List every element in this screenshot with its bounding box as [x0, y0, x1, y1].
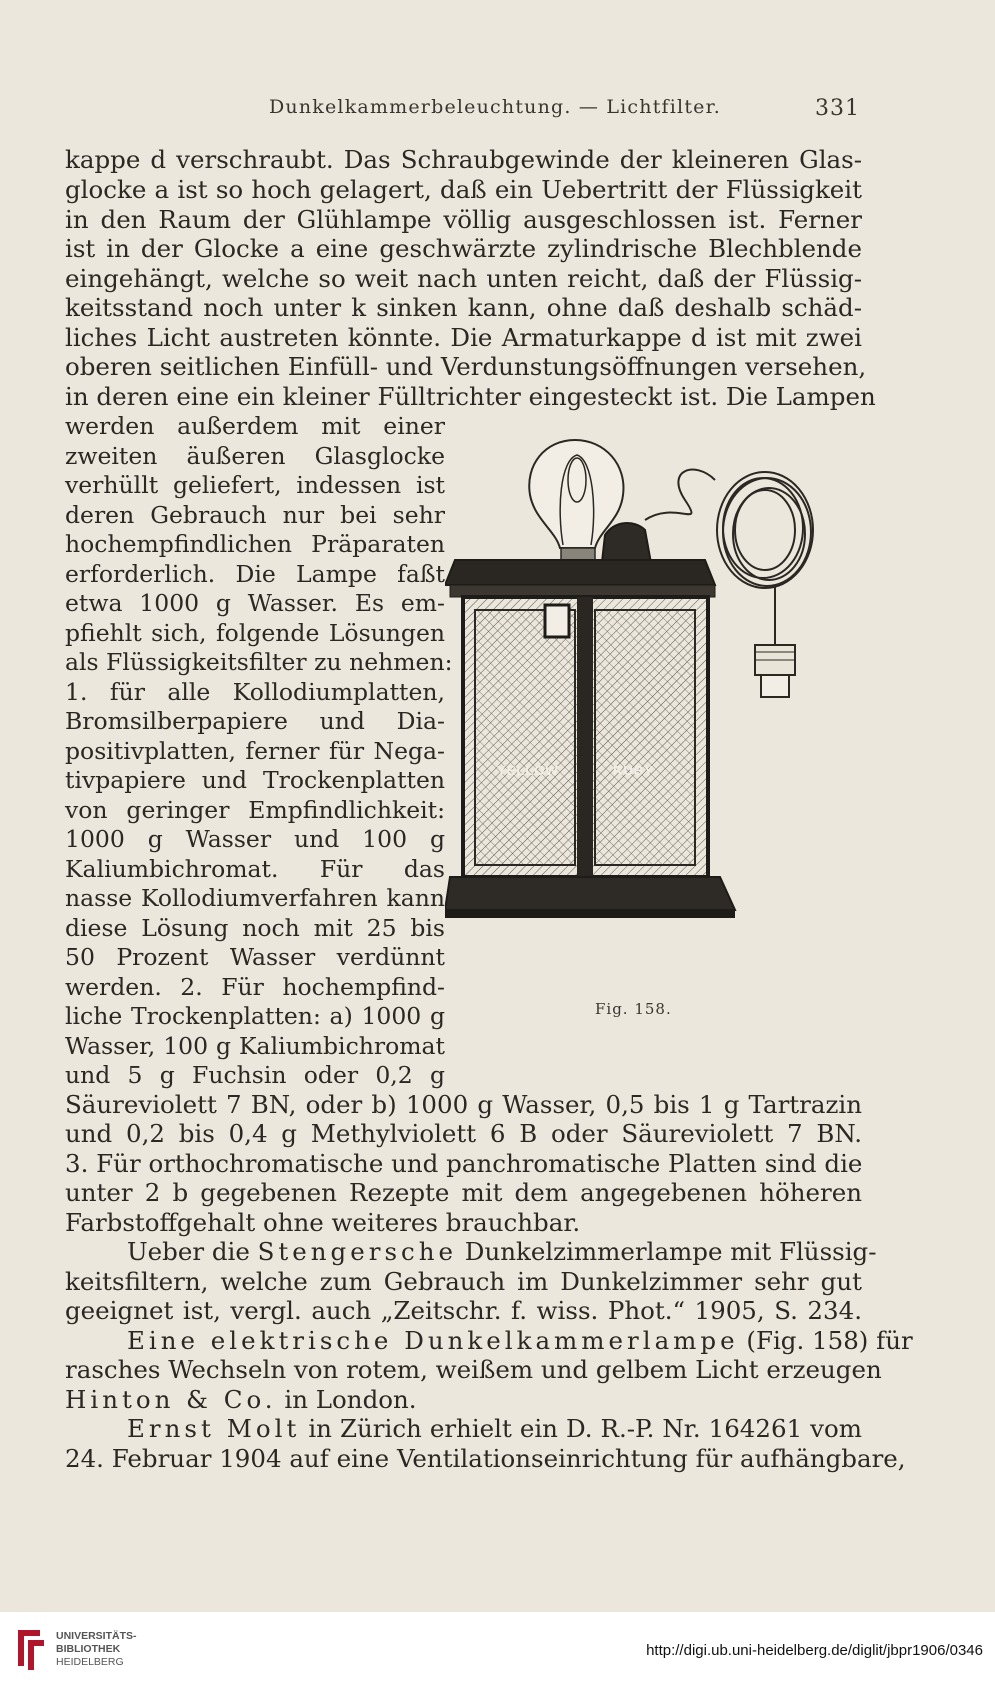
column-line: als Flüssigkeitsfilter zu nehmen:: [65, 648, 453, 676]
text-line: 3. Für orthochromatische und panchromatische Platten sind die: [65, 1149, 863, 1178]
spaced-title: Eine elektrische Dunkelkammerlampe: [127, 1326, 739, 1355]
column-line: zweiten äußeren Glasglocke: [65, 442, 445, 470]
column-line: 50 Prozent Wasser verdünnt: [65, 943, 445, 971]
text-line: ist in der Glocke a eine geschwärzte zylindrische Blechblende: [65, 234, 862, 263]
text-line: keitsfiltern, welche zum Gebrauch im Dunkelzimmer sehr gut: [65, 1267, 862, 1296]
label-ruby: RUBY: [613, 763, 654, 778]
column-line: von geringer Empfindlichkeit:: [65, 796, 445, 824]
lamp-base: [445, 877, 735, 910]
spaced-name: Stengersche: [257, 1237, 458, 1266]
column-line: pfiehlt sich, folgende Lösungen: [65, 619, 445, 647]
column-line: 1000 g Wasser und 100 g: [65, 825, 445, 853]
text-line: rasches Wechseln von rotem, weißem und gelbem Licht erzeugen: [65, 1355, 882, 1384]
paragraph-stenger-line: Ueber die Stengersche Dunkelzimmerlampe mit Flüssig-: [127, 1237, 877, 1266]
page-header: [0, 96, 995, 126]
column-line: diese Lösung noch mit 25 bis: [65, 914, 445, 942]
text-line: Säureviolett 7 BN, oder b) 1000 g Wasser, 0,5 bis 1 g Tartrazin: [65, 1090, 862, 1119]
column-line: liche Trockenplatten: a) 1000 g: [65, 1002, 445, 1030]
glass-panel-left: [475, 610, 575, 865]
spaced-name: Hinton & Co.: [65, 1385, 277, 1414]
column-line: verhüllt geliefert, indessen ist: [65, 471, 445, 499]
page-number: 331: [815, 96, 860, 121]
column-line: hochempfindlichen Präparaten: [65, 530, 445, 558]
text-line: oberen seitlichen Einfüll- und Verdunstungsöffnungen versehen,: [65, 352, 867, 381]
column-line: deren Gebrauch nur bei sehr: [65, 501, 445, 529]
lamp-top-plate: [445, 560, 715, 585]
source-url[interactable]: http://digi.ub.uni-heidelberg.de/diglit/jbpr1906/0346: [646, 1642, 983, 1659]
figure-caption: Fig. 158.: [595, 1000, 672, 1018]
column-line: tivpapiere und Trockenplatten: [65, 766, 445, 794]
text-line: unter 2 b gegebenen Rezepte mit dem angegebenen höheren: [65, 1178, 862, 1207]
library-logo-icon: [10, 1626, 48, 1674]
text-line: Farbstoffgehalt ohne weiteres brauchbar.: [65, 1208, 581, 1237]
paragraph-molt-line: Ernst Molt in Zürich erhielt ein D. R.-P. Nr. 164261 vom: [127, 1414, 862, 1443]
text-line: kappe d verschraubt. Das Schraubgewinde der kleineren Glas-: [65, 145, 862, 174]
text-line: liches Licht austreten könnte. Die Armaturkappe d ist mit zwei: [65, 323, 862, 352]
column-line: werden. 2. Für hochempfind-: [65, 973, 445, 1001]
logo-text-line: BIBLIOTHEK: [56, 1643, 121, 1655]
text-line: keitsstand noch unter k sinken kann, ohne daß deshalb schäd-: [65, 293, 862, 322]
text-line: glocke a ist so hoch gelagert, daß ein Uebertritt der Flüssigkeit: [65, 175, 862, 204]
paragraph-elektrisch-line: Hinton & Co. in London.: [65, 1385, 417, 1414]
column-line: nasse Kollodiumverfahren kann: [65, 884, 445, 912]
spaced-name: Ernst Molt: [127, 1414, 301, 1443]
paragraph-elektrisch-line: Eine elektrische Dunkelkammerlampe (Fig. 158) für: [127, 1326, 913, 1355]
text-line: eingehängt, welche so weit nach unten reicht, daß der Flüssig-: [65, 264, 862, 293]
column-line: Bromsilberpapiere und Dia-: [65, 707, 445, 735]
darkroom-lamp-illustration: [445, 420, 875, 960]
column-line: werden außerdem mit einer: [65, 412, 445, 440]
column-line: etwa 1000 g Wasser. Es em-: [65, 589, 445, 617]
logo-text-line: HEIDELBERG: [56, 1656, 124, 1668]
column-line: und 5 g Fuchsin oder 0,2 g: [65, 1061, 445, 1089]
label-yellow: YELLOW: [497, 763, 559, 778]
text-line: in deren eine ein kleiner Fülltrichter eingesteckt ist. Die Lampen: [65, 382, 876, 411]
text-line: geeignet ist, vergl. auch „Zeitschr. f. wiss. Phot.“ 1905, S. 234.: [65, 1296, 862, 1325]
plug: [755, 645, 795, 697]
column-line: Wasser, 100 g Kaliumbichromat: [65, 1032, 445, 1060]
text-line: und 0,2 bis 0,4 g Methylviolett 6 B oder Säureviolett 7 BN.: [65, 1119, 862, 1148]
logo-text-line: UNIVERSITÄTS-: [56, 1630, 137, 1642]
column-line: erforderlich. Die Lampe faßt: [65, 560, 445, 588]
text-line: 24. Februar 1904 auf eine Ventilationseinrichtung für aufhängbare,: [65, 1444, 906, 1473]
column-line: 1. für alle Kollodiumplatten,: [65, 678, 445, 706]
column-line: positivplatten, ferner für Nega-: [65, 737, 445, 765]
column-line: Kaliumbichromat. Für das: [65, 855, 445, 883]
glass-panel-right: [595, 610, 695, 865]
window-slot: [545, 605, 569, 637]
running-head: Dunkelkammerbeleuchtung. — Lichtfilter.: [268, 96, 722, 118]
text-line: in den Raum der Glühlampe völlig ausgeschlossen ist. Ferner: [65, 205, 862, 234]
